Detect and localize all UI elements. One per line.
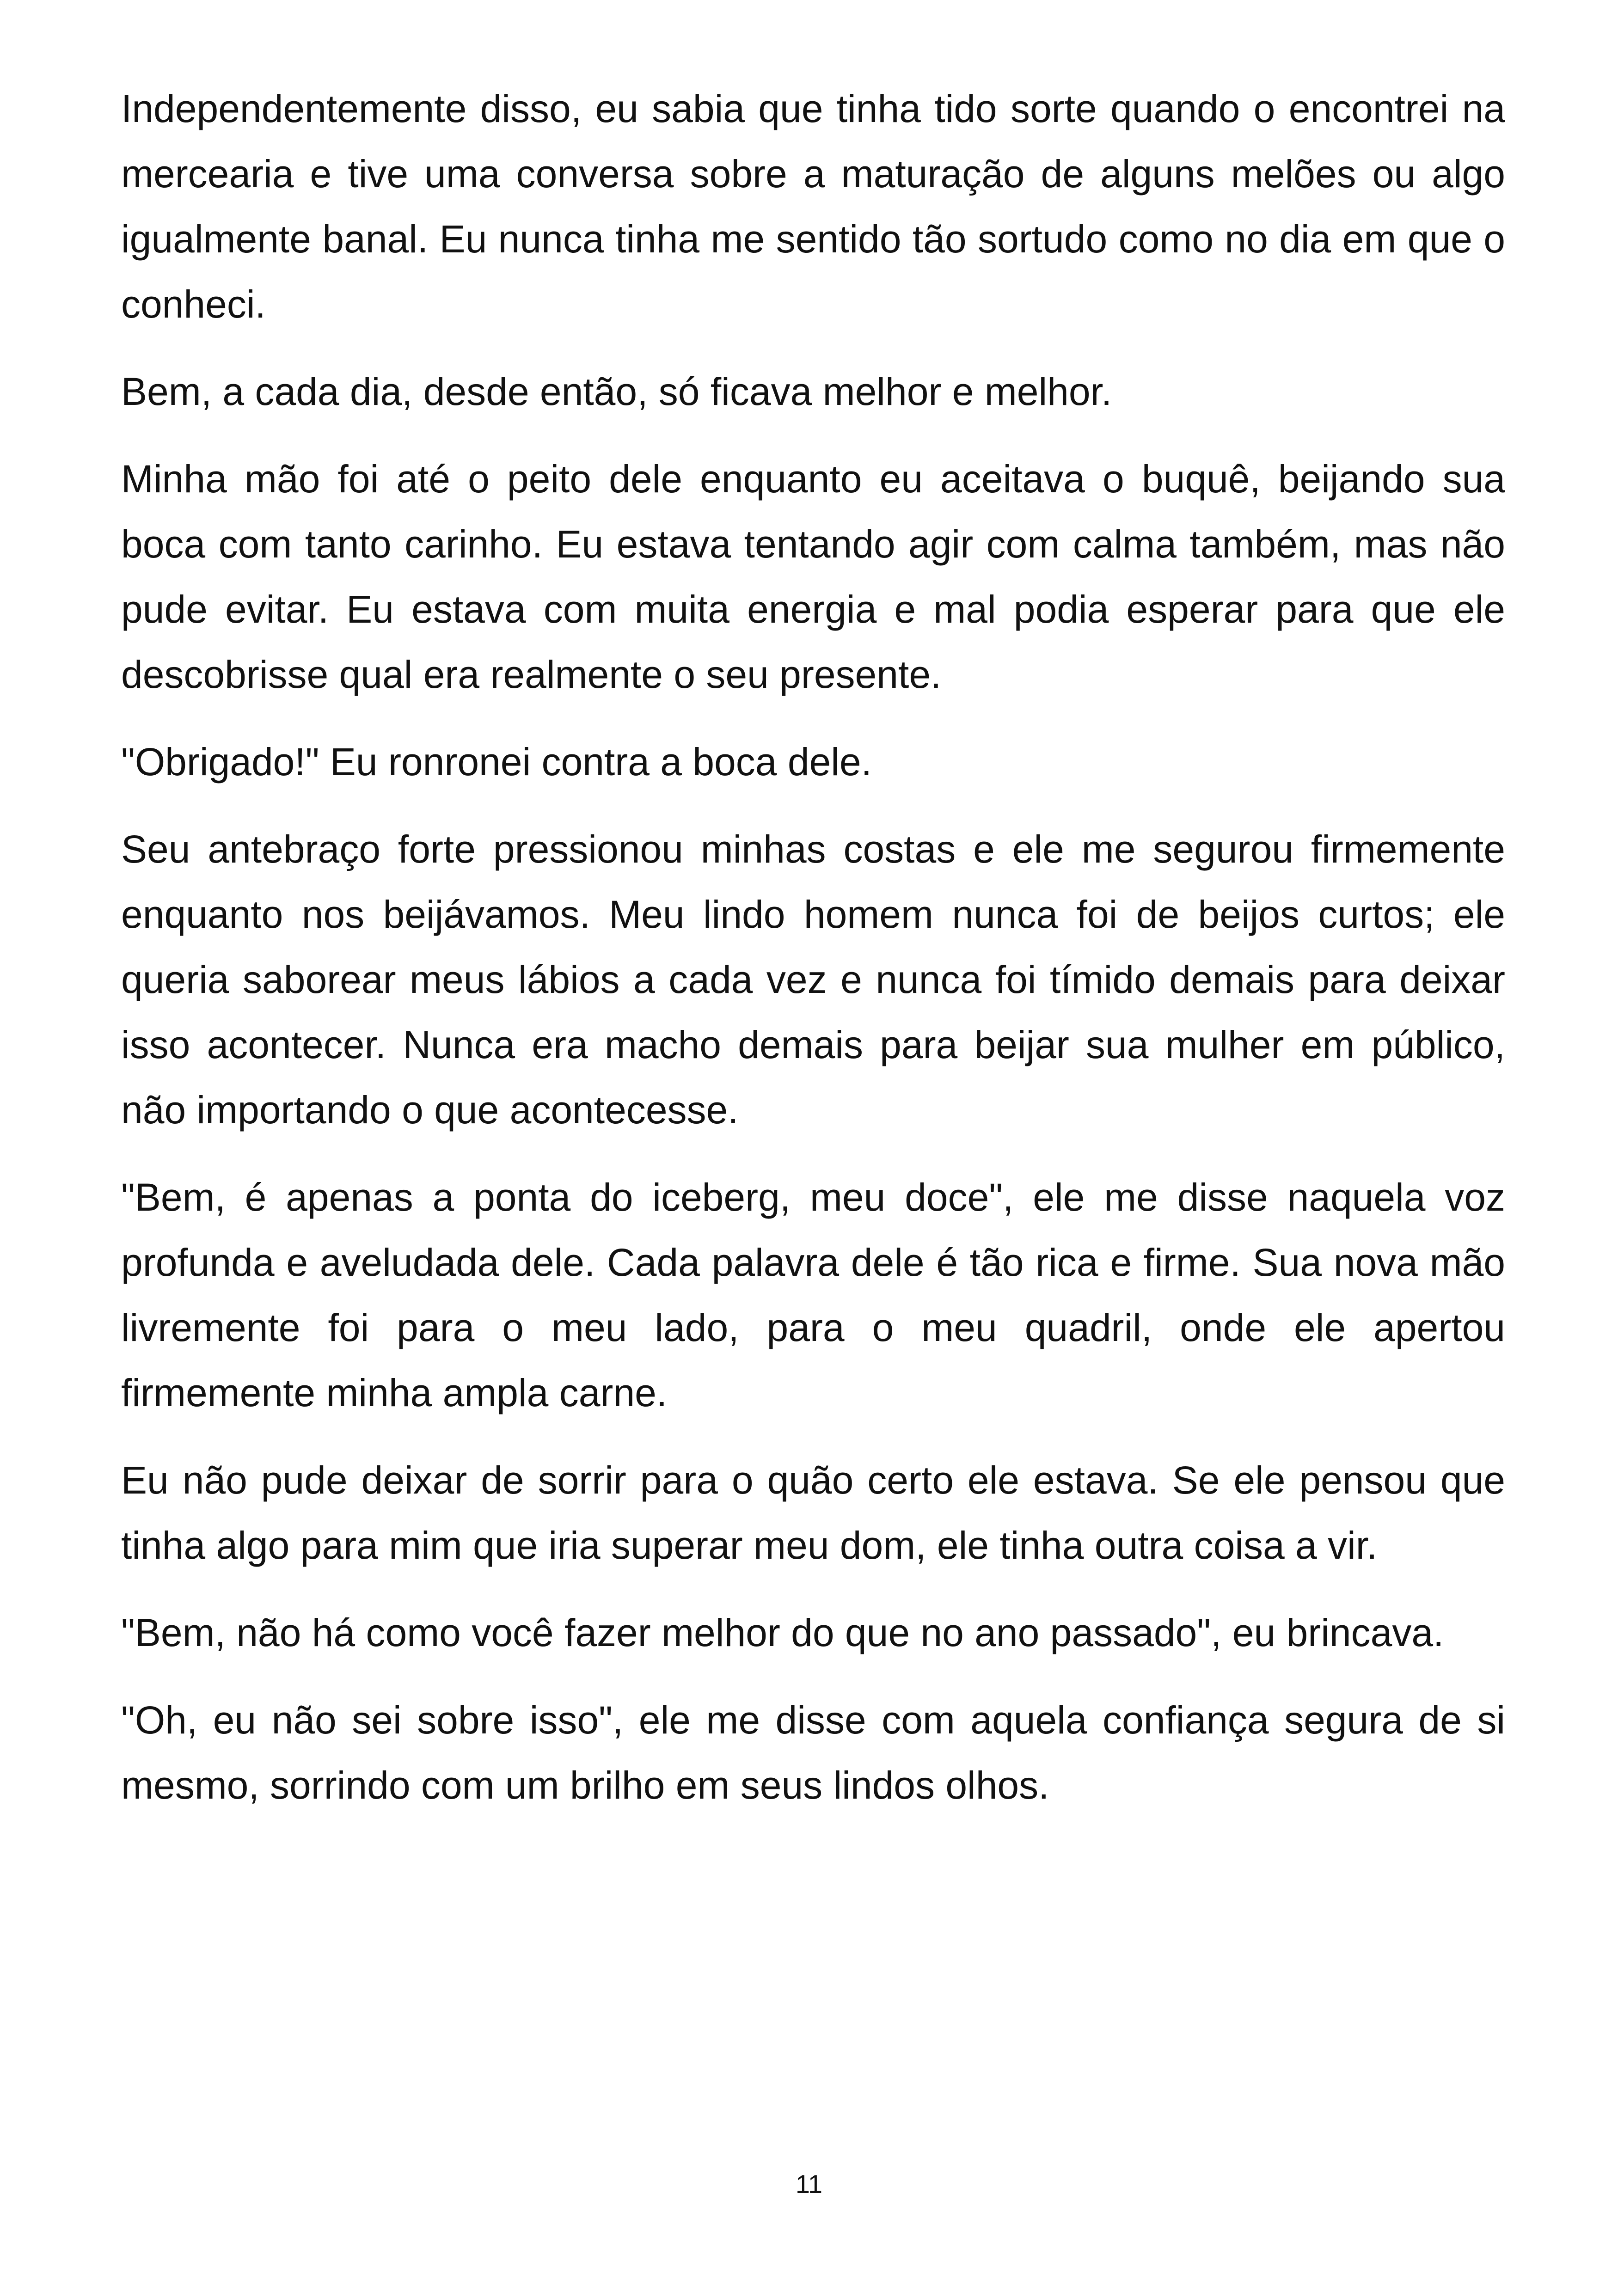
paragraph: "Obrigado!" Eu ronronei contra a boca dele. — [121, 740, 872, 784]
paragraph: Seu antebraço forte pressionou minhas costas e ele me segurou firmemente enquanto nos beijávamos. Meu lindo homem nunca foi de beijos curtos; ele queria saborear meus lábios a cada vez e nunca foi tímido demais para deixar isso acontecer. Nunca era macho demais para beijar sua mulher em público, não importando o que acontecesse. — [121, 827, 1505, 1132]
paragraph: Minha mão foi até o peito dele enquanto eu aceitava o buquê, beijando sua boca com tanto carinho. Eu estava tentando agir com calma também, mas não pude evitar. Eu estava com muita energia e mal podia esperar para que ele descobrisse qual era realmente o seu presente. — [121, 457, 1505, 696]
paragraph: "Bem, não há como você fazer melhor do que no ano passado", eu brincava. — [121, 1611, 1444, 1654]
paragraph: Independentemente disso, eu sabia que tinha tido sorte quando o encontrei na mercearia e tive uma conversa sobre a maturação de alguns melões ou algo igualmente banal. Eu nunca tinha me sentido tão sortudo como no dia em que o conheci. — [121, 87, 1505, 326]
paragraph: "Oh, eu não sei sobre isso", ele me disse com aquela confiança segura de si mesmo, sorrindo com um brilho em seus lindos olhos. — [121, 1698, 1505, 1807]
body-text — [121, 76, 1505, 1840]
paragraph: Eu não pude deixar de sorrir para o quão certo ele estava. Se ele pensou que tinha algo para mim que iria superar meu dom, ele tinha outra coisa a vir. — [121, 1458, 1505, 1567]
page-number: 11 — [795, 2169, 823, 2198]
paragraph: Bem, a cada dia, desde então, só ficava melhor e melhor. — [121, 370, 1112, 413]
paragraph: "Bem, é apenas a ponta do iceberg, meu doce", ele me disse naquela voz profunda e aveludada dele. Cada palavra dele é tão rica e firme. Sua nova mão livremente foi para o meu lado, para o meu quadril, onde ele apertou firmemente minha ampla carne. — [121, 1176, 1505, 1414]
